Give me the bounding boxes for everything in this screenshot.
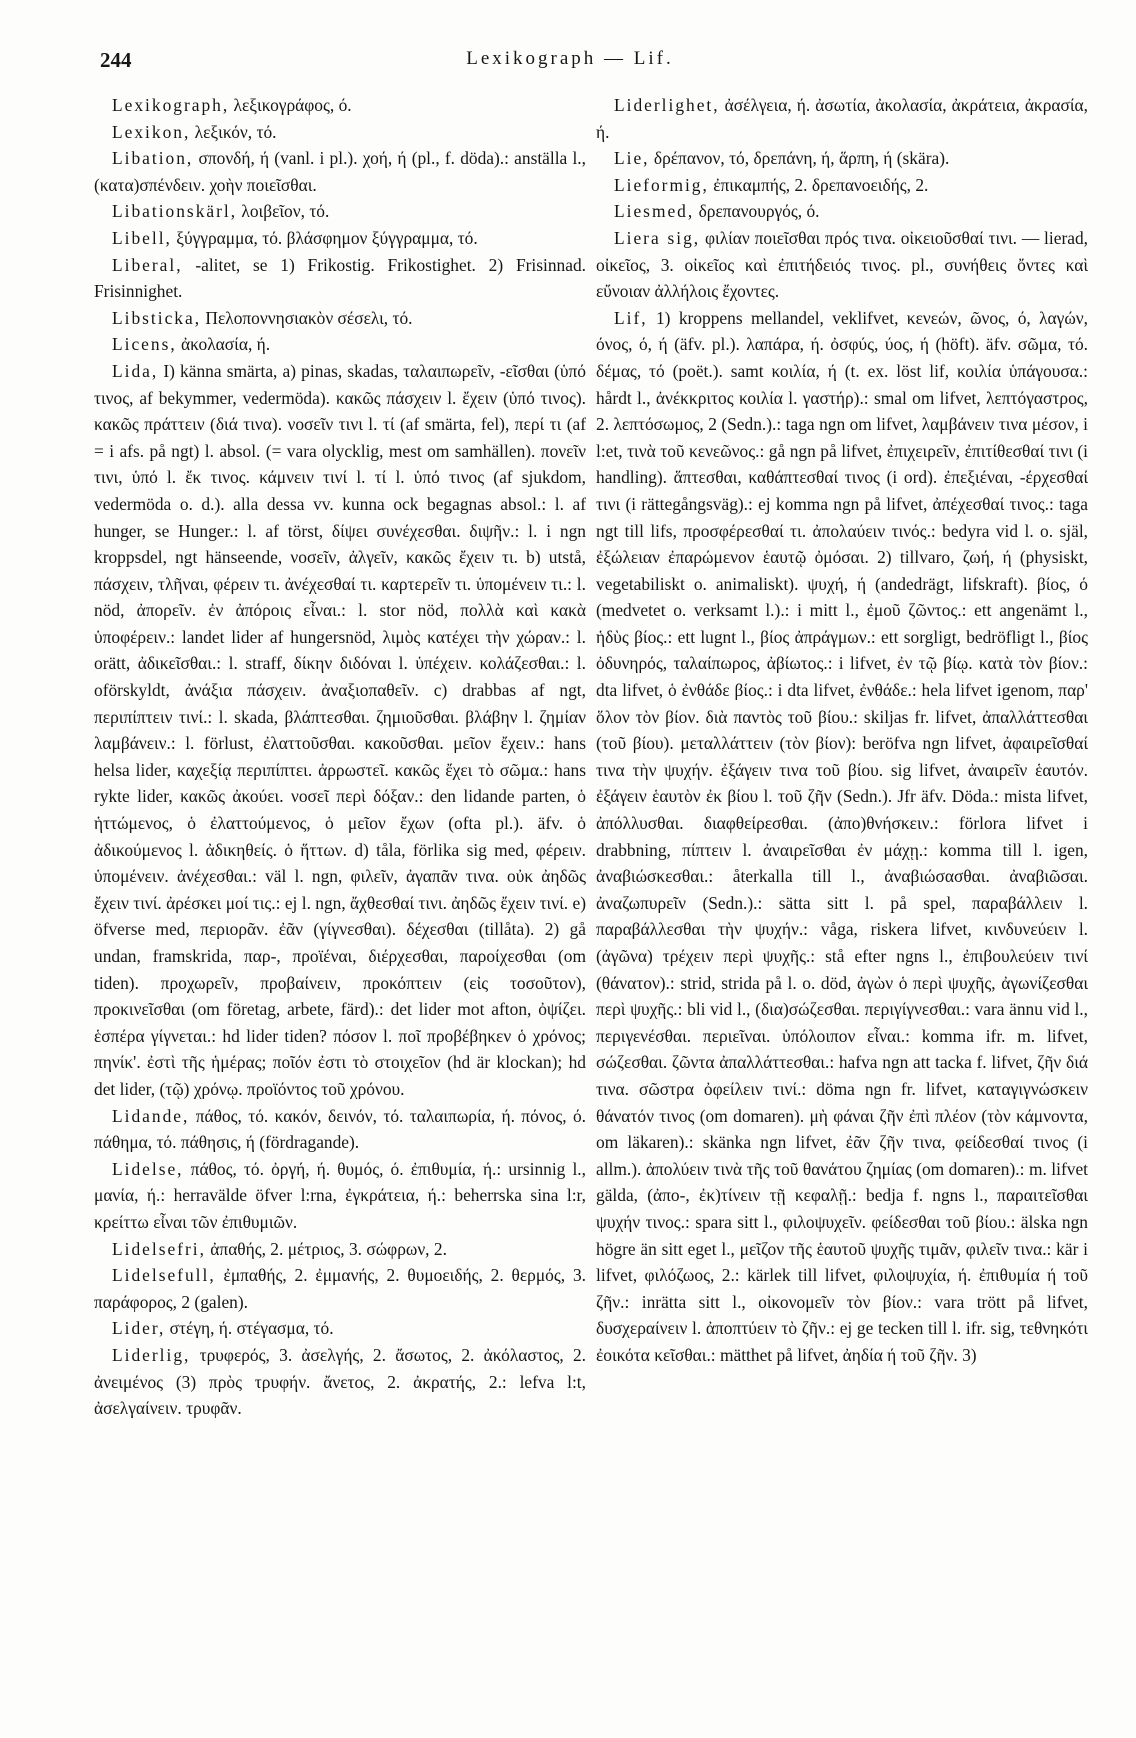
entry-definition: φιλίαν ποιεῖσθαι πρός τινα. οἰκειοῦσθαί τινι. — lierad, οἰκεῖος, 3. οἰκεῖος καὶ ἐπιτήδειός τινος. pl., συνήθεις ὄντες καὶ εὔνοιαν ἀλλήλοις ἔχοντες. [596, 227, 1088, 302]
dictionary-entry [94, 331, 586, 358]
entry-definition: ἐμπαθής, 2. ἐμμανής, 2. θυμοειδής, 2. θερμός, 3. παράφορος, 2 (galen). [94, 1265, 586, 1312]
entry-headword: Lieformig, [614, 174, 709, 195]
entry-definition: ἀκολασία, ή. [176, 334, 271, 355]
page-header [100, 48, 1040, 78]
entry-definition: δρεπανουργός, ό. [694, 201, 820, 222]
entry-headword: Liera sig, [614, 227, 701, 248]
entry-definition: πάθος, τό. ὀργή, ή. θυμός, ό. ἐπιθυμία, ή.: ursinnig l., μανία, ή.: herravälde öfver l:rna, ἐγκράτεια, ή.: beherrska sina l:r, κρείττω εἶναι τῶν ἐπιθυμιῶν. [94, 1158, 586, 1232]
dictionary-entry [94, 92, 586, 119]
entry-headword: Liderlig, [112, 1344, 191, 1365]
entry-definition: -alitet, se 1) Frikostig. Frikostighet. 2) Frisinnad. Frisinnighet. [94, 254, 586, 302]
entry-headword: Lider, [112, 1318, 166, 1339]
entry-definition: δρέπανον, τό, δρεπάνη, ή, ἅρπη, ή (skära). [649, 148, 950, 169]
entry-definition: λοιβεῖον, τό. [237, 201, 330, 222]
entry-headword: Lidelse, [112, 1158, 184, 1179]
entry-headword: Lidande, [112, 1105, 190, 1126]
dictionary-entry [94, 305, 586, 332]
dictionary-entry [94, 225, 586, 252]
entry-headword: Licens, [112, 334, 177, 355]
dictionary-entry [596, 172, 1088, 199]
entry-definition: λεξικογράφος, ό. [229, 95, 352, 115]
entry-headword: Libell, [112, 227, 172, 248]
entry-headword: Lidelsefri, [112, 1238, 206, 1259]
dictionary-entry [94, 1262, 586, 1315]
dictionary-entry [94, 1342, 586, 1422]
entry-headword: Lexikon, [112, 121, 191, 142]
dictionary-entry [94, 1156, 586, 1236]
dictionary-entry [94, 145, 586, 198]
dictionary-entry [596, 225, 1088, 305]
entry-definition: σπονδή, ή (vanl. i pl.). χοή, ή (pl., f. döda).: anställa l., (κατα)σπένδειν. χοὴν ποιεῖσθαι. [94, 148, 586, 195]
entry-headword: Libation, [112, 148, 194, 169]
dictionary-entry [94, 252, 586, 305]
entry-definition: Πελοποννησιακὸν σέσελι, τό. [201, 307, 413, 328]
entry-definition: 1) kroppens mellandel, veklifvet, κενεών, ῶνος, ό, λαγών, όνος, ό, ή (äfv. pl.). λαπάρα, ή. ὀσφύς, ύος, ή (höft). äfv. σῶμα, τό. δέμας, τό (poët.). samt κοιλία, ή (t. ex. löst lif, κοιλία ὑπάγουσα.: hårdt l., ἀνέκκριτος κοιλία l. γαστήρ).: smal om lifvet, λεπτόγαστρος, 2. λεπτόσωμος, 2 (Sedn.).: taga ngn om lifvet, λαμβάνειν τινα μέσον, i l:et, τινὰ τοῦ κενεῶνος.: gå ngn på lifvet, ἐπιχειρεῖν, ἐπιτίθεσθαί τινι (i handling). ἅπτεσθαι, καθάπτεσθαί τινος (i ord). ἐπεξιέναι, -έρχεσθαί τινι (i rättegångsväg).: ej komma ngn på lifvet, ἀπέχεσθαί τινος.: taga ngt till lifs, προσφέρεσθαί τι. ἀπολαύειν τινός.: bedyra vid l. o. själ, ἐξώλειαν ἐπαρώμενον ἑαυτῷ ὀμόσαι. 2) tillvaro, ζωή, ή (physiskt, vegetabiliskt o. animaliskt). ψυχή, ή (andedrägt, lifskraft). βίος, ό (medvetet o. verksamt l.).: i mitt l., ἐμοῦ ζῶντος.: ett angenämt l., ἡδὺς βίος.: ett lugnt l., βίος ἀπράγμων.: ett sorgligt, bedröfligt l., βίος ὀδυνηρός, ταλαίπωρος, ἀβίωτος.: i lifvet, ἐν τῷ βίῳ. κατὰ τὸν βίον.: dta lifvet, ὁ ἐνθάδε βίος.: i dta lifvet, ἐνθάδε.: hela lifvet igenom, παρ' ὅλον τὸν βίον. διὰ παντὸς τοῦ βίου.: skiljas fr. lifvet, ἀπαλλάττεσθαι (τοῦ βίου). μεταλλάττειν (τὸν βίον): beröfva ngn lifvet, ἀφαιρεῖσθαί τινα τὴν ψυχήν. ἐξάγειν τινα τοῦ βίου. sig lifvet, ἀναιρεῖν ἑαυτόν. ἐξάγειν ἑαυτὸν ἐκ βίου l. τοῦ ζῆν (Sedn.). Jfr äfv. Döda.: mista lifvet, ἀπόλλυσθαι. διαφθείρεσθαι. (ἀπο)θνήσκειν.: förlora lifvet i drabbning, πίπτειν l. ἀναιρεῖσθαι ἐν μάχῃ.: komma till l. igen, ἀναβιώσκεσθαι.: återkalla till l., ἀναβιώσασθαι. ἀναβιῶσαι. ἀναζωπυρεῖν (Sedn.).: sätta sitt l. på spel, παραβάλλειν l. παραβάλλεσθαι τὴν ψυχήν.: våga, riskera lifvet, κινδυνεύειν l. (ἀγῶνα) τρέχειν περὶ ψυχῆς.: stå efter ngns l., ἐπιβουλεύειν τινί (θάνατον).: strid, strida på l. o. död, ἀγὼν ὁ περὶ ψυχῆς, ἀγωνίζεσθαι περὶ ψυχῆς.: bli vid l., (δια)σώζεσθαι. περιγίγνεσθαι.: vara ännu vid l., περιγενέσθαι. περιεῖναι. ὑπόλοιπον εἶναι.: komma ifr. m. lifvet, σώζεσθαι. ζῶντα ἀπαλλάττεσθαι.: hafva ngn att tacka f. lifvet, ζῆν διά τινα. σῶστρα ὀφείλειν τινί.: döma ngn fr. lifvet, καταγιγνώσκειν θάνατόν τινος (om domaren). μὴ φάναι ζῆν ἐπὶ πλέον (τὸν κάμνοντα, om läkaren).: skänka ngn lifvet, ἐᾶν ζῆν τινα, φείδεσθαί τινος (i allm.). ἀπολύειν τινὰ τῆς τοῦ θανάτου ζημίας (om domaren).: m. lifvet gälda, (ἀπο-, ἐκ)τίνειν τῇ κεφαλῇ.: bedja f. ngns l., παραιτεῖσθαι ψυχήν τινος.: spara sitt l., φιλοψυχεῖν. φείδεσθαι τοῦ βίου.: älska ngn högre än sitt eget l., μεῖζον τῆς ἑαυτοῦ ψυχῆς τιμᾶν, φιλεῖν τινα.: kär i lifvet, φιλόζωος, 2.: kärlek till lifvet, φιλοψυχία, ή. ἐπιθυμία ή τοῦ ζῆν.: inrätta sitt l., οἰκονομεῖν τὸν βίον.: vara trött på lifvet, δυσχεραίνειν l. ἀποπτύειν τὸ ζῆν.: ej ge tecken till l. ifr. sig, τεθνηκότι ἐοικότα κεῖσθαι.: mätthet på lifvet, ἀηδία ή τοῦ ζῆν. 3) [596, 307, 1088, 1365]
entry-headword: Liesmed, [614, 201, 695, 222]
entry-headword: Lif, [614, 307, 648, 328]
dictionary-entry [94, 119, 586, 146]
entry-definition: στέγη, ή. στέγασμα, τό. [165, 1318, 334, 1339]
entry-definition: πάθος, τό. κακόν, δεινόν, τό. ταλαιπωρία, ή. πόνος, ό. πάθημα, τό. πάθησις, ή (fördragande). [94, 1105, 586, 1153]
entry-definition: ἀσέλγεια, ή. ἀσωτία, ἀκολασία, ἀκράτεια, ἀκρασία, ή. [596, 95, 1088, 142]
entry-headword: Liderlighet, [614, 95, 720, 115]
dictionary-entry [94, 358, 586, 1103]
entry-definition: ἐπικαμπής, 2. δρεπανοειδής, 2. [708, 174, 929, 195]
entry-definition: ξύγγραμμα, τό. βλάσφημον ξύγγραμμα, τό. [171, 227, 478, 248]
entry-headword: Lida, [112, 360, 159, 381]
left-column [94, 92, 586, 1728]
running-head: Lexikograph — Lif. [466, 48, 674, 69]
dictionary-entry [94, 1315, 586, 1342]
entry-definition: λεξικόν, τό. [190, 121, 277, 142]
dictionary-entry [94, 198, 586, 225]
entry-definition: ἀπαθής, 2. μέτριος, 3. σώφρων, 2. [205, 1238, 447, 1259]
dictionary-entry [596, 305, 1088, 1369]
dictionary-entry [94, 1103, 586, 1156]
page-number: 244 [100, 48, 132, 72]
entry-headword: Lidelsefull, [112, 1265, 216, 1286]
entry-headword: Libationskärl, [112, 201, 238, 222]
dictionary-entry [596, 92, 1088, 145]
dictionary-entry [596, 198, 1088, 225]
dictionary-entry [94, 1236, 586, 1263]
entry-headword: Liberal, [112, 254, 183, 275]
entry-headword: Lexikograph, [112, 95, 230, 115]
entry-definition: I) känna smärta, a) pinas, skadas, ταλαιπωρεῖν, -εῖσθαι (ὑπό τινος, af bekymmer, vedermöda). κακῶς πάσχειν l. ἔχειν (ὑπό τινος). κακῶς πράττειν (διά τινα). νοσεῖν τινι l. τί (af smärta, fel), περί τι (af = i afs. på ngt) l. absol. (= vara olycklig, mest om samhällen). πονεῖν τινι, ὑπό l. ἔκ τινος. κάμνειν τινί l. τί l. ὑπό τινος (af sjukdom, vedermöda o. d.). alla dessa vv. kunna ock begagnas absol.: l. af hunger, se Hunger.: l. af törst, δίψει συνέχεσθαι. διψῆν.: l. i ngn kroppsdel, ngt hänseende, νοσεῖν, ἀλγεῖν, κακῶς ἔχειν τι. b) utstå, πάσχειν, τλῆναι, φέρειν τι. ἀνέχεσθαί τι. καρτερεῖν τι. ὑπομένειν τι.: l. nöd, ἀπορεῖν. ἐν ἀπόροις εἶναι.: l. stor nöd, πολλὰ καὶ κακὰ ὑποφέρειν.: landet lider af hungersnöd, λιμὸς κατέχει τὴν χώραν.: l. orätt, ἀδικεῖσθαι.: l. straff, δίκην διδόναι l. ὑπέχειν. κολάζεσθαι.: l. oförskyldt, ἀνάξια πάσχειν. ἀναξιοπαθεῖν. c) drabbas af ngt, περιπίπτειν τινί.: l. skada, βλάπτεσθαι. ζημιοῦσθαι. βλάβην l. ζημίαν λαμβάνειν.: l. förlust, ἐλαττοῦσθαι. κακοῦσθαι. μεῖον ἔχειν.: hans helsa lider, καχεξίᾳ περιπίπτει. ἀρρωστεῖ. κακῶς ἔχει τὸ σῶμα.: hans rykte lider, κακῶς ἀκούει. νοσεῖ περὶ δόξαν.: den lidande parten, ὁ ἡττώμενος, ὁ ἐλαττούμενος, ὁ μεῖον ἔχων (ofta pl.). äfv. ὁ ἀδικούμενος l. ἀδικηθείς. ὁ ἥττων. d) tåla, förlika sig med, φέρειν. ὑπομένειν. ἀνέχεσθαι.: väl l. ngn, φιλεῖν, ἀγαπᾶν τινα. οὐκ ἀηδῶς ἔχειν τινί. ἀρέσκει μοί τις.: ej l. ngn, ἄχθεσθαί τινι. ἀηδῶς ἔχειν τινί. e) öfverse med, περιορᾶν. ἐᾶν (γίγνεσθαι). δέχεσθαι (tillåta). 2) gå undan, framskrida, παρ-, προϊέναι, διέρχεσθαι, παροίχεσθαι (om tiden). προχωρεῖν, προβαίνειν, προκόπτειν (εἰς τοσοῦτον), προκινεῖσθαι (om företag, arbete, färd).: det lider mot afton, ὀψίζει. ἑσπέρα γίγνεται.: hd lider tiden? πόσον l. ποῖ προβέβηκεν ὁ χρόνος; πηνίκ'. ἐστὶ τῆς ἡμέρας; ποῖόν ἐστι τὸ στοιχεῖον (hd är klockan); hd det lider, (τῷ) χρόνῳ. προϊόντος τοῦ χρόνου. [94, 360, 586, 1099]
entry-definition: τρυφερός, 3. ἀσελγής, 2. ἄσωτος, 2. ἀκόλαστος, 2. ἀνειμένος (3) πρὸς τρυφήν. ἄνετος, 2. ἀκρατής, 2.: lefva l:t, ἀσελγαίνειν. τρυφᾶν. [94, 1344, 586, 1419]
right-column [596, 92, 1088, 1728]
entry-headword: Libsticka, [112, 307, 202, 328]
entry-headword: Lie, [614, 148, 650, 169]
dictionary-entry [596, 145, 1088, 172]
